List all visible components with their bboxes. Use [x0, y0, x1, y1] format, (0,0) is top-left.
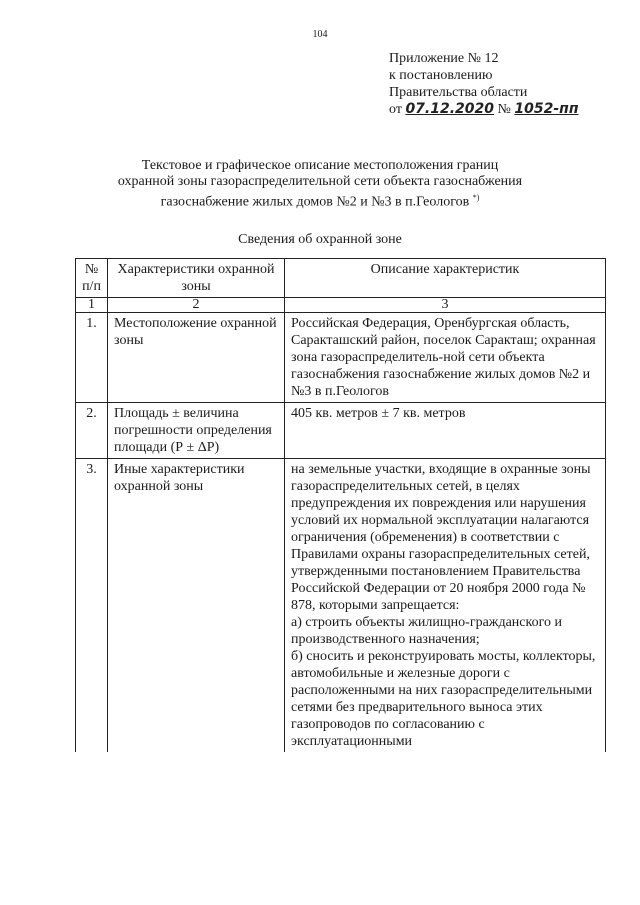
header-description: Описание характеристик: [285, 259, 606, 298]
appendix-line-1: Приложение № 12: [389, 51, 499, 66]
header-number: № п/п: [76, 259, 108, 298]
column-number-3: 3: [285, 298, 606, 313]
table-row: [76, 313, 606, 403]
column-number-row: [76, 298, 606, 313]
row-number: 2.: [76, 403, 108, 459]
header-characteristic: Характеристики охранной зоны: [108, 259, 285, 298]
table-row: [76, 403, 606, 459]
row-description: 405 кв. метров ± 7 кв. метров: [285, 403, 606, 459]
column-number-2: 2: [108, 298, 285, 313]
title-line-2: охранной зоны газораспределительной сети объекта газоснабжения: [117, 174, 523, 189]
handwritten-number: 1052-пп: [514, 101, 579, 117]
footnote-mark: *): [472, 193, 480, 202]
column-number-1: 1: [76, 298, 108, 313]
table-header-row: [76, 259, 606, 298]
number-sign: №: [497, 102, 511, 117]
row-number: 1.: [76, 313, 108, 403]
appendix-date-line: [389, 101, 579, 118]
row-characteristic: Иные характеристики охранной зоны: [108, 459, 285, 753]
row-characteristic: Местоположение охранной зоны: [108, 313, 285, 403]
title-line-1: Текстовое и графическое описание местоположения границ: [141, 158, 499, 173]
row-description-container: [285, 459, 606, 753]
appendix-line-3: Правительства области: [389, 85, 528, 100]
row-description: Российская Федерация, Оренбургская область, Саракташский район, поселок Саракташ; охранная зона газораспределитель-ной сети объекта газоснабжения газоснабжение жилых домов №2 и №3 в п.Геологов: [285, 313, 606, 403]
protection-zone-table: [75, 258, 606, 752]
section-subtitle: Сведения об охранной зоне: [238, 232, 402, 247]
handwritten-date: 07.12.2020: [405, 101, 495, 117]
title-line-3-text: газоснабжение жилых домов №2 и №3 в п.Геологов: [160, 194, 470, 210]
page-number: 104: [312, 29, 328, 40]
restriction-item-a: а) строить объекты жилищно-гражданского и производственного назначения;: [291, 615, 562, 647]
row-number: 3.: [76, 459, 108, 753]
document-title: [0, 158, 640, 211]
appendix-block: [389, 50, 579, 118]
appendix-line-2: к постановлению: [389, 68, 493, 83]
row-characteristic: Площадь ± величина погрешности определения площади (Р ± ΔР): [108, 403, 285, 459]
restriction-item-b: б) сносить и реконструировать мосты, коллекторы, автомобильные и железные дороги с расположенными на них газораспределительными сетями без предварительного выноса этих газопроводов по согласованию с эксплуатационными: [291, 649, 596, 749]
row-description: на земельные участки, входящие в охранные зоны газораспределительных сетей, в целях предупреждения их повреждения или нарушения условий их нормальной эксплуатации налагаются ограничения (обременения) в соответствии с Правилами охраны газораспределительных сетей, утвержденными постановлением Правительства Российской Федерации от 20 ноября 2000 года № 878, которыми запрещается:: [291, 462, 591, 613]
title-line-3: [0, 190, 640, 211]
table-row: [76, 459, 606, 753]
date-prefix: от: [389, 102, 402, 117]
